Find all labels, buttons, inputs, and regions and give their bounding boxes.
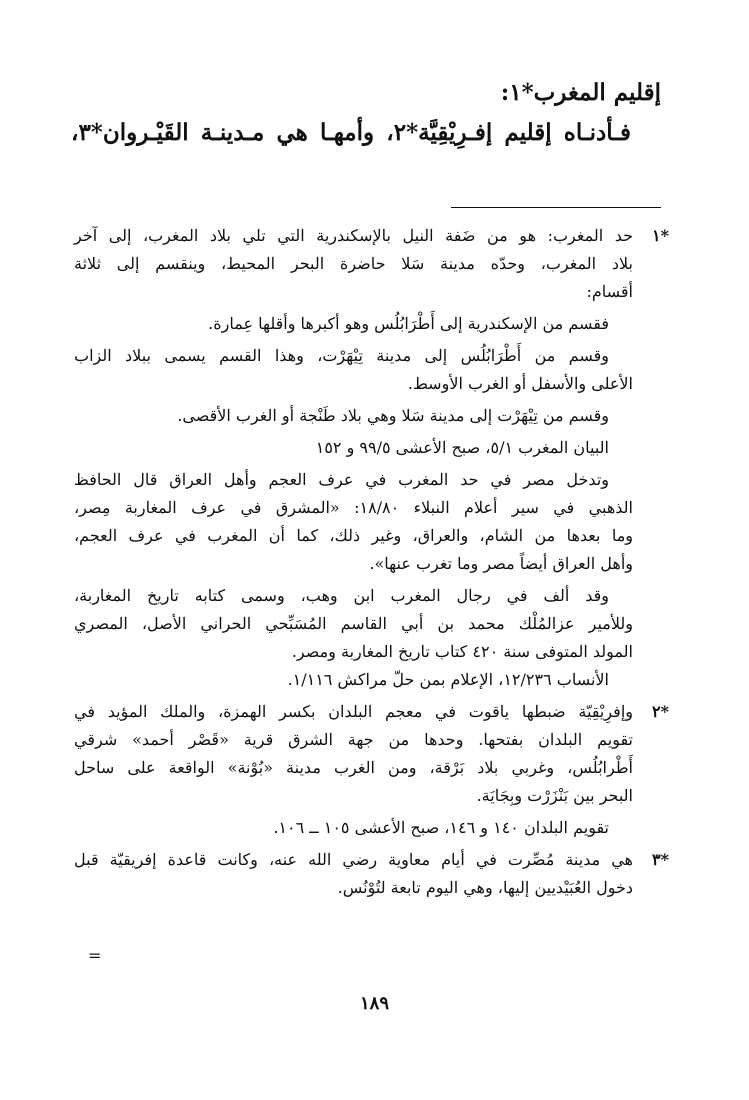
footnote-line: حد المغرب: هو من ضَفة النيل بالإسكندرية التي تلي بلاد المغرب، إلى آخر — [74, 226, 633, 245]
footnote-line: الذهبي في سير أعلام النبلاء ١٨/٨٠: «المشرق في عرف المغاربة مِصر، — [74, 498, 633, 517]
footnote-line: أَطْرابُلُس، وغربي بلاد بَرْقة، ومن الغرب مدينة «بُوْنة» الواقعة على ساحل — [74, 758, 633, 777]
footnotes — [74, 222, 669, 902]
footnote-marker: *٢ — [652, 702, 669, 721]
footnote-line: تقويم البلدان بفتحها. وحدها من جهة الشرق قرية «قَصْر أحمد» شرقي — [74, 730, 633, 749]
footnote-line: فقسم من الإسكندرية إلى أَطْرَابُلُس وهو أكبرها وأقلها عِمارة. — [208, 314, 609, 333]
main-text-line: فـأدنـاه إقليم إفـرِيْقِيَّة*٢، وأمهـا هي مـدينـة القَيْـروان*٣، — [71, 119, 631, 146]
section-heading: إقليم المغرب*١: — [500, 79, 661, 106]
footnote-line: دخول العُبَيْديين إليها، وهي اليوم تابعة لتُوْنُس. — [337, 878, 633, 897]
footnote-marker: *١ — [652, 226, 669, 245]
footnote-line: وما بعدها من الشام، والعراق، وغير ذلك، كما أن المغرب في عرف العجم، — [74, 526, 633, 545]
footnote-line: وقسم من تِيْهَرْت إلى مدينة سَلا وهي بلاد طَنْجة أو الغرب الأقصى. — [177, 406, 609, 425]
margin-continuation-mark: = — [88, 946, 102, 965]
footnote-line: بلاد المغرب، وحدّه مدينة سَلا حاضرة البحر المحيط، وينقسم إلى ثلاثة — [74, 254, 633, 273]
footnote-line: وقد ألف في رجال المغرب ابن وهب، وسمى كتابه تاريخ المغاربة، — [74, 586, 610, 605]
footnote — [74, 222, 669, 694]
page-number: ١٨٩ — [359, 993, 389, 1014]
footnote-line: أقسام: — [586, 282, 633, 301]
footnote-line: وتدخل مصر في حد المغرب في عرف العجم وأهل العراق قال الحافظ — [74, 470, 609, 489]
footnote-marker: *٣ — [652, 850, 669, 869]
footnote-line: وقسم من أَطْرَابُلُس إلى مدينة تِيْهَرْت، وهذا القسم يسمى ببلاد الزاب — [74, 346, 609, 365]
footnote-line: وللأمير عزالمُلْك محمد بن أبي القاسم المُسَبِّحي الحراني الأصل، المصري — [74, 614, 633, 633]
footnote-line: وإفرِيْقِيّة ضبطها ياقوت في معجم البلدان بكسر الهمزة، والملك المؤيد في — [74, 702, 633, 721]
footnote-line: الأعلى والأسفل أو الغرب الأوسط. — [407, 374, 633, 393]
footnote-line: تقويم البلدان ١٤٠ و ١٤٦، صبح الأعشى ١٠٥ ــ ١٠٦. — [273, 818, 609, 837]
footnote — [74, 698, 669, 842]
footnote-line: هي مدينة مُصِّرت في أيام معاوية رضي الله عنه، وكانت قاعدة إفريقيّة قبل — [74, 850, 633, 869]
footnote-line: وأهل العراق أيضاً مصر وما تغرب عنها». — [369, 554, 633, 573]
footnote-separator — [451, 207, 661, 208]
main-text — [71, 78, 661, 148]
footnote — [74, 846, 669, 902]
footnote-line: البحر بين بَنْزَرْت وبِجَايَة. — [476, 786, 633, 805]
footnote-line: الأنساب ١٢/٢٣٦، الإعلام بمن حلّ مراكش ١/١١٦. — [287, 670, 609, 689]
footnote-line: البيان المغرب ٥/١، صبح الأعشى ٩٩/٥ و ١٥٢ — [315, 438, 609, 457]
footnote-line: المولد المتوفى سنة ٤٢٠ كتاب تاريخ المغاربة ومصر. — [291, 642, 633, 661]
